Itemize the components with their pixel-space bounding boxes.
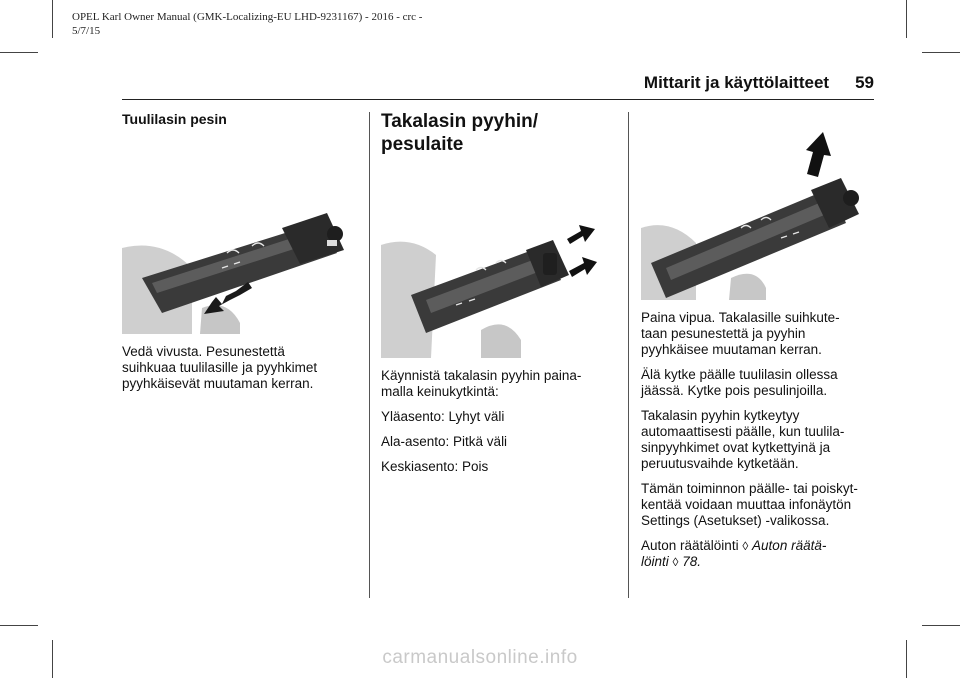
cross-reference-page[interactable]: 78. (682, 554, 702, 569)
header-rule (122, 99, 874, 100)
heading-line: pesulaite (381, 134, 464, 155)
body-line: Käynnistä takalasin pyyhin paina- (381, 368, 582, 383)
column-1 (122, 111, 358, 127)
body-line: Paina vipua. Takalasille suihkute- (641, 310, 840, 325)
crop-mark (0, 625, 38, 626)
body-line: pyyhkäisevät muutaman kerran. (122, 376, 314, 391)
body-text: Auton räätälöinti (641, 538, 739, 553)
crop-mark (922, 625, 960, 626)
body-line: jäässä. Kytke pois pesulinjoilla. (641, 383, 828, 398)
cross-reference-paragraph (641, 538, 877, 570)
body-line: suihkuaa tuulilasille ja pyyhkimet (122, 360, 318, 375)
running-header (644, 73, 874, 93)
column-3-body (641, 310, 877, 579)
crop-mark (0, 52, 38, 53)
body-line: Tämän toiminnon päälle- tai poiskyt- (641, 481, 858, 496)
column-2-body (381, 368, 617, 484)
body-line: peruutusvaihde kytketään. (641, 456, 799, 471)
print-metadata (72, 10, 422, 38)
body-line: taan pesunestettä ja pyyhin (641, 326, 806, 341)
print-metadata-line2: 5/7/15 (72, 25, 101, 37)
column-divider (369, 112, 370, 598)
body-line: Takalasin pyyhin kytkeytyy (641, 408, 800, 423)
column-1-body (122, 344, 358, 401)
crop-mark (52, 0, 53, 38)
section-title: Mittarit ja käyttölaitteet (643, 73, 830, 92)
list-item: Ala-asento: Pitkä väli (381, 434, 508, 449)
cross-reference-link[interactable]: Auton räätä- (752, 538, 827, 553)
body-line: kentää voidaan muuttaa infonäytön (641, 497, 852, 512)
body-line: sinpyyhkimet ovat kytkettyinä ja (641, 440, 831, 455)
cross-reference-link[interactable]: löinti (641, 554, 669, 569)
body-line: pyyhkäisee muutaman kerran. (641, 342, 822, 357)
figure-windscreen-washer-stalk (122, 198, 346, 334)
heading-line: Takalasin pyyhin/ (381, 111, 538, 132)
print-metadata-line1: OPEL Karl Owner Manual (GMK-Localizing-EU LHD-9231167) - 2016 - crc - (72, 11, 423, 23)
figure-rear-wiper-rocker (381, 215, 603, 358)
column-divider (628, 112, 629, 598)
watermark: carmanualsonline.info (382, 647, 578, 668)
page-ref-icon: ◊ (672, 555, 679, 569)
list-item: Yläasento: Lyhyt väli (381, 409, 505, 424)
section-heading-windscreen-washer: Tuulilasin pesin (122, 111, 227, 127)
page-ref-icon: ◊ (742, 539, 749, 553)
list-item: Keskiasento: Pois (381, 459, 489, 474)
body-line: Settings (Asetukset) -valikossa. (641, 513, 830, 528)
crop-mark (906, 0, 907, 38)
body-line: malla keinukytkintä: (381, 384, 499, 399)
figure-rear-washer-stalk (641, 128, 862, 300)
section-heading-rear-wiper (381, 110, 617, 156)
body-line: Älä kytke päälle tuulilasin ollessa (641, 367, 838, 382)
crop-mark (922, 52, 960, 53)
column-2 (381, 110, 617, 156)
body-line: Vedä vivusta. Pesunestettä (122, 344, 285, 359)
body-line: automaattisesti päälle, kun tuulila- (641, 424, 845, 439)
page-number: 59 (855, 73, 874, 92)
